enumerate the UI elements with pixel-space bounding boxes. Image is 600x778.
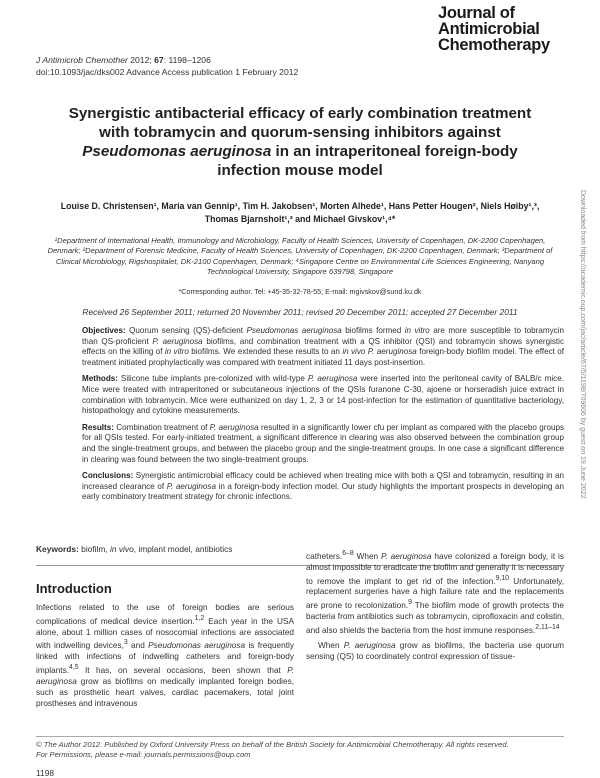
abstract [82, 326, 564, 509]
journal-logo: Journal of Antimicrobial Chemotherapy [438, 4, 550, 54]
page-number: 1198 [36, 768, 55, 778]
author-list: Louise D. Christensen¹, Maria van Gennip¹, Tim H. Jakobsen¹, Morten Alhede¹, Hans Petter Hougen², Niels Høiby¹,³, Thomas Bjarnsholt¹,³ and Michael Givskov¹,⁴* [60, 201, 540, 224]
intro-column-left: Infections related to the use of foreign bodies are serious complications of medical device insertion.$^{1,2}$ Each year in the USA alone, about 1 million cases of nosocomial infections are associated with indwelling devices,$^3$ and Pseudomonas aeruginosa is frequently linked with infections of indwelling catheters and foreign-body implants.$^{4,5}$ It has, on several occasions, been shown that P. aeruginosa grow as biofilms on medically implanted foreign bodies, such as prosthetic heart valves, cardiac pacemakers, total joint prostheses and intravenous [36, 603, 294, 708]
keywords: Keywords: biofilm, in vivo, implant model, antibiotics [36, 544, 233, 554]
introduction-heading: Introduction [36, 581, 112, 596]
affiliations: ¹Department of International Health, Immunology and Microbiology, Faculty of Health Sciences, University of Copenhagen, DK-2200 Copenhagen, Denmark; ²Department of Forensic Medicine, Faculty of Health Sciences, University of Copenhagen, DK-2200 Copenhagen, Denmark; ³Department of Clinical Microbiology, Rigshospitalet, DK-2100 Copenhagen, Denmark; ⁴Singapore Centre on Environmental Life Sciences Engineering, Nanyang Technological University, Singapore 639798, Singapore [47, 236, 553, 277]
corresponding-author: *Corresponding author. Tel: +45-35-32-78-55; E-mail: mgivskov@sund.ku.dk [178, 287, 422, 296]
intro-column-right: catheters.$^{6-8}$ When P. aeruginosa have colonized a foreign body, it is almost impossible to eradicate the biofilm and generally it is necessary to remove the implant to get rid of the infection.$^{9,10}$ Unfortunately, replacement surgeries have a high failure rate and the replacements are prone to recolonization.$^9$ The biofilm mode of growth protects the bacteria from antibiotics such as tobramycin, ciprofloxacin and colistin, and also shields the bacteria from the host immune responses.$^{2,11-14}$ When P. aeruginosa grow as biofilms, the bacteria use quorum sensing (QS) to coordinately control expression of tissue- [306, 550, 564, 662]
footer-divider [36, 736, 564, 737]
abstract-objectives: Objectives: Quorum sensing (QS)-deficient Pseudomonas aeruginosa biofilms formed in vitro are more susceptible to tobramycin than QS-proficient P. aeruginosa biofilms, and combination treatment with a QS inhibitor (QSI) and tobramycin shows synergistic effects on the killing of in vitro biofilms. We extended these results to an in vivo P. aeruginosa foreign-body biofilm model. The effect of treatment initiated prophylactically was compared with treatment initiated 11 days post-insertion. [82, 326, 565, 367]
citation-line-2: doi:10.1093/jac/dks002 Advance Access publication 1 February 2012 [36, 67, 299, 77]
citation-line-1: J Antimicrob Chemother 2012; 67: 1198–1206 [36, 55, 211, 65]
abstract-results: Results: Combination treatment of P. aeruginosa resulted in a significantly lower cfu per implant as compared with the placebo groups for all QSIs tested. For early-initiated treatment, a significant difference in clearing was also observed between the combination group and the single-treatment groups, and between the placebo group and the single-treatment groups. In one case a significant difference in clearing was found between the two single-treatment groups. [82, 422, 565, 464]
copyright-notice: © The Author 2012. Published by Oxford University Press on behalf of the British Society for Antimicrobial Chemotherapy. All rights reserved. For Permissions, please e-mail: journals.permissions@oup.com [36, 740, 509, 760]
download-watermark: Downloaded from https://academic.oup.com/jac/article/67/5/1198/709606 by guest on 19 June 2022 [579, 190, 586, 499]
article-dates: Received 26 September 2011; returned 20 November 2011; revised 20 December 2011; accepted 27 December 2011 [82, 307, 518, 317]
citation [36, 54, 298, 78]
abstract-methods: Methods: Silicone tube implants pre-colonized with wild-type P. aeruginosa were inserted into the peritoneal cavity of BALB/c mice. Mice were treated with intraperitoned or subcutaneous injections of the QSIs furanone C-30, ajoene or horseradish juice extract in combination with tobramycin. Mice were euthanized on day 1, 2, 3 or 14 post-infection for the estimation of quantitative bacteriology, histopathology and cytokine measurements. [82, 374, 564, 416]
abstract-conclusions: Conclusions: Synergistic antimicrobial efficacy could be achieved when treating mice with both a QSI and tobramycin, resulting in an increased clearance of P. aeruginosa in a foreign-body infection model. Our study highlights the important prospects in developing an early combinatory treatment strategy for chronic infections. [82, 471, 564, 502]
article-title: Synergistic antibacterial efficacy of early combination treatment with tobramycin and quorum-sensing inhibitors against Pseudomonas aeruginosa in an intraperitoneal foreign-body infection mouse model [68, 105, 532, 179]
